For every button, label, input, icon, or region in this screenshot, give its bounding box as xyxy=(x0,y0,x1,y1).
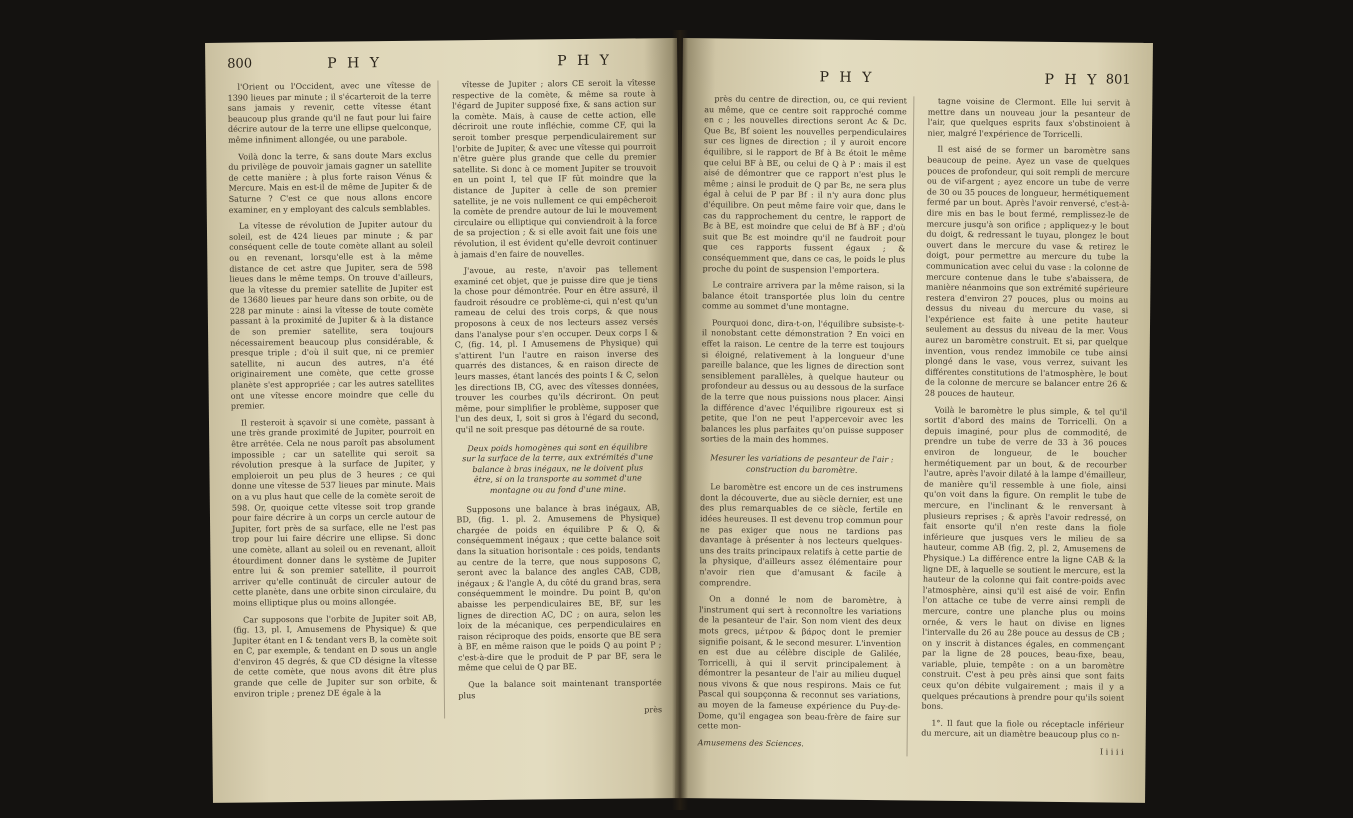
paragraph: l'Orient ou l'Occident, avec une vîtesse de 1390 lieues par minute ; il s'écarteroit de la terre sans jamais y revenir, cette vîtesse étant beaucoup plus grande qu'il ne faut pour lui faire décrire autour de la terre une ellipse quelconque, même infiniment allongée, ou une parabole. xyxy=(227,80,432,145)
right-headword-2: P H Y xyxy=(1044,71,1100,89)
paragraph: 1°. Il faut que la fiole ou réceptacle inférieur du mercure, ait un diamètre beaucoup plus co n- xyxy=(921,718,1124,741)
paragraph: Voilà donc la terre, & sans doute Mars exclus du privilège de pouvoir jamais gagner un satellite de cette manière ; à plus forte raison Vénus & Mercure. Mais en est-il de même de Jupiter & de Saturne ? C'est ce que nous allons encore examiner, en y employant des calculs semblables. xyxy=(228,150,433,215)
section-heading: Deux poids homogènes qui sont en équilibre sur la surface de la terre, aux extrémités d'une balance à bras inégaux, ne le doivent plus être, si on la transporte au sommet d'une montagne ou au fond d'une mine. xyxy=(462,441,654,495)
right-page xyxy=(675,38,1153,803)
left-headword-1: P H Y xyxy=(327,55,383,72)
paragraph: Car supposons que l'orbite de Jupiter soit AB, (fig. 13, pl. I, Amusemens de Physique) & que Jupiter étant en I & tendant vers B, la comète soit en C, par exemple, & tendant en D sous un angle d'environ 45 degrés, & que CD désigne la vîtesse de cette comète, que nous avons dit être plus grande que celle de Jupiter sur son orbite, & environ triple ; prenez DE égale à la xyxy=(233,613,438,699)
left-page-header xyxy=(227,52,655,78)
left-page-column-2 xyxy=(452,78,662,718)
right-page-header xyxy=(704,68,1130,94)
right-headword-1: P H Y xyxy=(819,69,875,87)
paragraph: La vîtesse de révolution de Jupiter autour du soleil, est de 424 lieues par minute ; & par conséquent celle de toute comète allant au soleil ou en revenant, lorsqu'elle est à la même distance de cet astre que Jupiter, sera de 598 lieues dans le même temps. On trouve d'ailleurs, que la vîtesse du premier satellite de Jupiter est de 13680 lieues par heure dans son orbite, ou de 228 par minute : ainsi la vîtesse de toute comète passant à la proximité de Jupiter & à la distance de son premier satellite, sera toujours nécessairement beaucoup plus considérable, & presque triple ; d'où il suit que, ni ce premier satellite, ni aucun des autres, n'a été originairement une comète, que cette grosse planète s'est appropriée ; car les autres satellites ont une vîtesse encore moindre que celle du premier. xyxy=(229,219,435,411)
running-footer: Amusemens des Sciences. xyxy=(697,738,804,749)
paragraph: On a donné le nom de baromètre, à l'instrument qui sert à reconnoître les variations de la pesanteur de l'air. Son nom vient des deux mots grecs, μέτρον & βάρος dont le premier signifie poisant, & le second mesurer. L'invention en est due au célèbre disciple de Galilée, Torricelli, à qui il servit principalement à démontrer la pesanteur de l'air au milieu duquel nous vivons & que nous respirons. Mais ce fut Pascal qui soupçonna & reconnut ses variations, au moyen de la fameuse expérience du Puy-de-Dome, qu'il engagea son beau-frère de faire sur cette mon- xyxy=(697,594,902,731)
right-page-column-1 xyxy=(697,94,913,757)
paragraph: près du centre de direction, ou, ce qui revient au même, que ce centre soit rapproché comme en c ; les nouvelles directions seront Ac & Dc. Que Bε, Bf soient les nouvelles perpendiculaires sur ces lignes de direction ; il y auroit encore équilibre, si le rapport de Bf à Bε étoit le même que celui BF à BE, ou celui de Q à P : mais il est aisé de démontrer que ce rapport n'est plus le même ; ainsi le produit de Q par Bε, ne sera plus égal à celui de P par Bf : il n'y aura donc plus d'équilibre. On peut même faire voir que, dans le cas du rapprochement du centre, le rapport de Bε à BE, est moindre que celui de Bf à BF ; d'où suit que Bε est moindre qu'il ne faudroit pour que ces rapports fussent égaux ; & conséquemment que, dans ce cas, le poids le plus proche du point de suspension l'emportera. xyxy=(702,94,907,275)
book-gutter xyxy=(672,30,688,810)
right-page-number: 801 xyxy=(1105,72,1131,88)
paragraph: Le baromètre est encore un de ces instrumens dont la découverte, due au siècle dernier, est une des plus remarquables de ce siècle, fertile en idées heureuses. Il est devenu trop commun pour ne pas exiger que nous ne tardions pas davantage à présenter à nos lecteurs quelques-uns des traits principaux relatifs à cette partie de la physique, d'ailleurs assez élémentaire pour n'avoir rien que d'amusant & facile à comprendre. xyxy=(699,482,903,588)
paragraph: vîtesse de Jupiter ; alors CE seroit la vîtesse respective de la comète, & même sa route à l'égard de Jupiter supposé fixe, & sans action sur la comète. Mais, à cause de cette action, elle décriroit une route infléchie, comme CF, qui la seroit tomber presque perpendiculairement sur l'orbite de Jupiter, & avec une vîtesse qui pourroit n'être guère plus grande que celle du premier satellite. Si donc à ce moment Jupiter se trouvoit en un point I, tel que IF fût moindre que la distance de Jupiter à celle de son premier satellite, je ne vois nullement ce qui empêcheroit la comète de prendre autour de lui le mouvement circulaire ou elliptique qui conviendroit à la force de sa projection ; & si elle avoit fait une fois une révolution, il est évident qu'elle devroit continuer à jamais d'en faire de nouvelles. xyxy=(452,78,658,259)
paragraph: Il resteroit à sçavoir si une comète, passant à une très grande proximité de Jupiter, pourroit en être arrêtée. Cela ne nous paroît pas absolument impossible ; car un satellite qui seroit sa révolution presque à la surface de Jupiter, y emploieroit un peu plus de 3 heures ; ce qui donne une vîtesse de 537 lieues par minute. Mais on a vu plus haut que celle de la comète seroit de 598. Or, quoique cette vîtesse soit trop grande pour faire décrire à un corps un cercle autour de Jupiter, fort près de sa surface, elle ne l'est pas trop pour lui faire décrire une ellipse. Si donc une comète, allant au soleil ou en revenant, alloit étourdiment donner dans le système de Jupiter entre lui & son premier satellite, il pourroit arriver qu'elle continuât de circuler autour de cette planète, dans une orbite sinon circulaire, du moins elliptique plus ou moins allongée. xyxy=(231,416,437,608)
section-heading: Mesurer les variations de pesanteur de l'air : construction du baromètre. xyxy=(710,453,894,475)
left-page xyxy=(205,38,685,803)
paragraph: Supposons une balance à bras inégaux, AB, BD, (fig. 1. pl. 2. Amusemens de Physique) chargée de poids en équilibre P & Q, & conséquemment inégaux ; que cette balance soit dans la situation horisontale : ces poids, tendants au centre de la terre, que nous supposons C, seront avec la balance des angles CAB, CDB, inégaux ; & l'angle A, du côté du grand bras, sera conséquemment le moindre. Du point B, qu'on abaisse les perpendiculaires BE, BF, sur les lignes de direction AC, DC ; on aura, selon les loix de la mécanique, ces perpendiculaires en raison réciproque des poids, ensorte que BE sera à BF, en même raison que le poids Q au point P ; c'est-à-dire que le produit de P par BF, sera le même que celui de Q par BE. xyxy=(456,502,662,673)
paragraph: Le contraire arrivera par la même raison, si la balance étoit transportée plus loin du centre comme au sommet d'une montagne. xyxy=(702,280,905,313)
catchword: près xyxy=(644,705,663,715)
left-headword-2: P H Y xyxy=(557,52,613,70)
paragraph: Pourquoi donc, dira-t-on, l'équilibre subsiste-t-il nonobstant cette démonstration ? En voici en effet la raison. Le centre de la terre est toujours si éloigné, relativement à la longueur d'une pareille balance, que les lignes de direction sont sensiblement parallèles, à quelque hauteur ou profondeur au dessus ou au dessous de la surface de la terre que nous puissions nous placer. Ainsi la différence d'avec l'équilibre rigoureux est si petite, que l'on ne peut l'appercevoir avec les balances les plus parfaites qu'on puisse supposer sorties de la main des hommes. xyxy=(700,318,905,445)
paragraph: Que la balance soit maintenant transportée plus xyxy=(458,678,662,700)
signature-mark: I i i i i xyxy=(1099,747,1124,757)
paragraph: Voilà le baromètre le plus simple, & tel qu'il sortit d'abord des mains de Torricelli. On a depuis imaginé, pour plus de commodité, de prendre un tube de verre de 33 à 36 pouces environ de longueur, de le boucher hermétiquement par un bout, & de recourber l'autre, après l'avoir dilaté à la lampe d'émailleur, de manière qu'il ressemble à une fiole, ainsi qu'on voit dans la figure. On remplit le tube de mercure, en l'inclinant & le renversant à plusieurs reprises ; & après l'avoir redressé, on fait ensorte qu'il n'en reste dans la fiole inférieure que jusques vers le milieu de sa hauteur, comme AB (fig. 2, pl. 2, Amusemens de Physique.) La différence entre la ligne CAB & la ligne DE, à laquelle se soutient le mercure, est la hauteur de la colonne qui fait contre-poids avec l'atmosphère, ainsi qu'il est aisé de voir. Enfin l'on attache ce tube de verre ainsi rempli de mercure, contre une planche plus ou moins ornée, & vers le haut on divise en lignes l'intervalle du 26 au 28e pouce au dessus de CB ; on y inscrit à distances égales, en commençant par la ligne de 28 pouces, beau-fixe, beau, variable, pluie, tempête : on a un baromètre construit. C'est à peu près ainsi que sont faits ceux qu'on débite vulgairement ; mais il y a quelques précautions à prendre pour qu'ils soient bons. xyxy=(921,405,1128,712)
right-page-column-2 xyxy=(921,97,1130,760)
paragraph: tagne voisine de Clermont. Elle lui servit à mettre dans un nouveau jour la pesanteur de l'air, que quelques esprits faux s'obstinoient à nier, malgré l'expérience de Torricelli. xyxy=(927,96,1131,139)
paragraph: Il est aisé de se former un baromètre sans beaucoup de peine. Ayez un vase de quelques pouces de profondeur, qui soit rempli de mercure ou de vif-argent ; ayez encore un tube de verre de 30 ou 35 pouces de longueur, hermétiquement fermé par un bout. Après l'avoir renversé, c'est-à-dire mis en bas le bout fermé, remplissez-le de mercure jusqu'à son orifice ; appliquez-y le bout du doigt, & redressant le tuyau, plongez le bout ouvert dans le mercure du vase & retirez le doigt, pour permettre au mercure du tube la communication avec celui du vase : la colonne de mercure contenue dans le tube s'abaissera, de manière néanmoins que son extrémité supérieure restera d'environ 27 pouces, plus ou moins au dessus du niveau du mercure du vase, si l'expérience est faite à une petite hauteur seulement au dessus du niveau de la mer. Vous aurez un baromètre construit. Et si, par quelque invention, vous rendez immobile ce tube ainsi plongé dans le vase, vous verrez, suivant les différentes constitutions de l'atmosphère, le bout de la colonne de mercure se balancer entre 26 & 28 pouces de hauteur. xyxy=(924,145,1130,399)
left-page-column-1 xyxy=(227,81,444,721)
left-page-number: 800 xyxy=(227,56,253,72)
paragraph: J'avoue, au reste, n'avoir pas tellement examiné cet objet, que je puisse dire que je tiens la chose pour démontrée. Pour en être assuré, il faudroit résoudre ce problème-ci, qui n'est qu'un rameau de celui des trois corps, & que nous proposons à ceux de nos lecteurs assez versés dans l'analyse pour s'en occuper. Deux corps I & C, (fig. 14, pl. I Amusemens de Physique) qui s'attirent l'un l'autre en raison inverse des quarrés des distances, & en raison directe de leurs masses, étant lancés des points I & C, selon les directions IB, CG, avec des vîtesses données, trouver les courbes qu'ils décriront. On peut même, pour simplifier le problème, supposer que l'un des deux, I, soit si gros à l'égard du second, qu'il ne soit presque pas détourné de sa route. xyxy=(453,264,660,435)
